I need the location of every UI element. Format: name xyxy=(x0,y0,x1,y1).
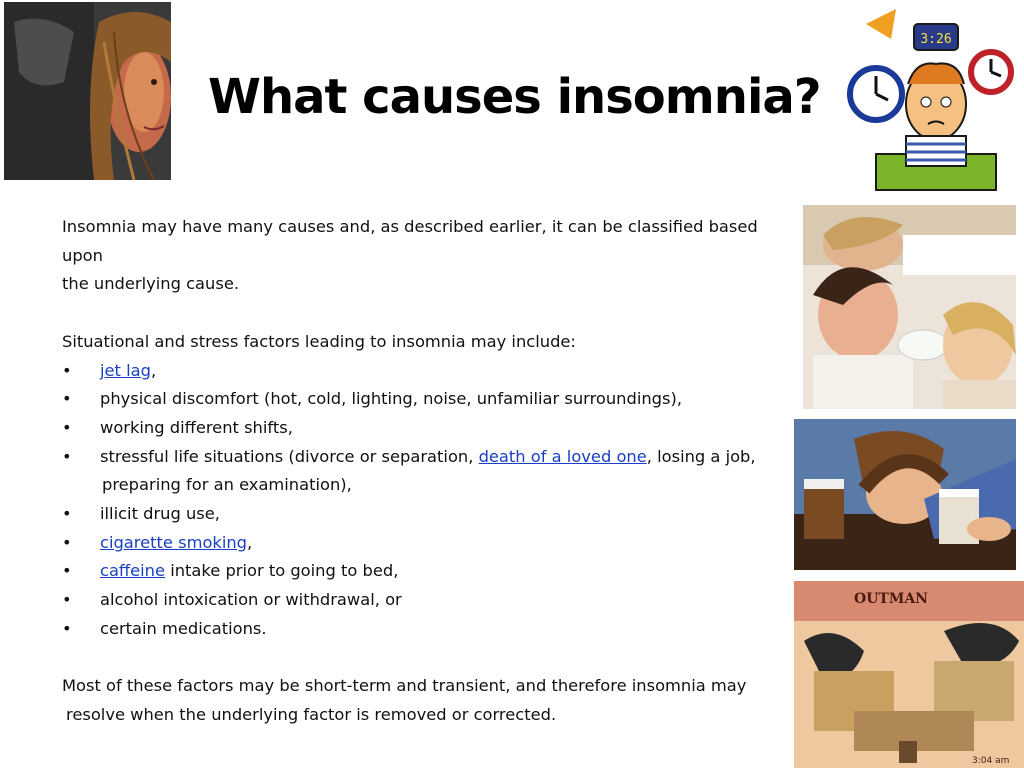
clock-display-text: 3:26 xyxy=(920,32,952,47)
list-item-suffix: , xyxy=(247,532,253,552)
list-item-prefix: stressful life situations (divorce or separation, xyxy=(100,446,479,466)
bullet-marker: • xyxy=(62,504,72,524)
intro-paragraph-line-2: the underlying cause. xyxy=(62,274,240,294)
bullet-marker: • xyxy=(62,446,72,466)
list-item-text: certain medications. xyxy=(100,618,267,638)
list-item-medications xyxy=(62,615,792,644)
list-item-text: illicit drug use, xyxy=(100,504,220,524)
list-item-text: alcohol intoxication or withdrawal, or xyxy=(100,590,402,610)
list-item-caffeine xyxy=(62,557,792,586)
bullet-marker: • xyxy=(62,590,72,610)
clock-cartoon-image xyxy=(836,4,1014,192)
manga-illustration-image xyxy=(794,581,1024,768)
list-item-continuation: preparing for an examination), xyxy=(102,475,352,495)
list-item-suffix: , losing a job, xyxy=(646,446,756,466)
paragraph-spacer xyxy=(62,299,792,328)
cigarette-smoking-link[interactable]: cigarette smoking xyxy=(100,532,248,552)
caffeine-link[interactable]: caffeine xyxy=(100,561,166,581)
paragraph-spacer xyxy=(62,644,792,673)
list-item-alcohol xyxy=(62,586,792,615)
list-item-drug-use xyxy=(62,500,792,529)
list-item-stressful-situations xyxy=(62,443,792,472)
tired-man-coffee-photo xyxy=(794,419,1016,570)
list-item-physical-discomfort xyxy=(62,385,792,414)
list-item-cigarette-smoking xyxy=(62,529,792,558)
closing-paragraph-line-1: Most of these factors may be short-term and transient, and therefore insomnia may xyxy=(62,676,747,696)
jet-lag-link[interactable]: jet lag xyxy=(100,360,151,380)
woman-portrait-image xyxy=(4,2,171,180)
list-item-suffix: intake prior to going to bed, xyxy=(165,561,399,581)
bullet-marker: • xyxy=(62,389,72,409)
closing-paragraph-line-2: resolve when the underlying factor is removed or corrected. xyxy=(66,704,557,724)
list-item-suffix: , xyxy=(150,360,157,380)
bullet-marker: • xyxy=(62,561,72,581)
list-heading: Situational and stress factors leading to insomnia may include: xyxy=(62,331,576,351)
page-title: What causes insomnia? xyxy=(208,69,821,125)
list-item-shifts xyxy=(62,414,792,443)
tired-women-photo xyxy=(803,205,1016,409)
list-item-jet-lag xyxy=(62,357,792,386)
manga-caption-text: 3:04 am xyxy=(972,756,1010,766)
bullet-marker: • xyxy=(62,618,72,638)
bullet-marker: • xyxy=(62,417,72,437)
list-item-text: physical discomfort (hot, cold, lighting, noise, unfamiliar surroundings), xyxy=(100,389,683,409)
manga-sign-text: OUTMAN xyxy=(854,591,928,607)
bullet-marker: • xyxy=(62,532,72,552)
bullet-marker: • xyxy=(62,360,72,380)
intro-paragraph-line-1: Insomnia may have many causes and, as described earlier, it can be classified based upon xyxy=(62,217,758,265)
death-of-loved-one-link[interactable]: death of a loved one xyxy=(478,446,647,466)
list-item-text: working different shifts, xyxy=(100,417,293,437)
slide-body xyxy=(62,213,792,730)
